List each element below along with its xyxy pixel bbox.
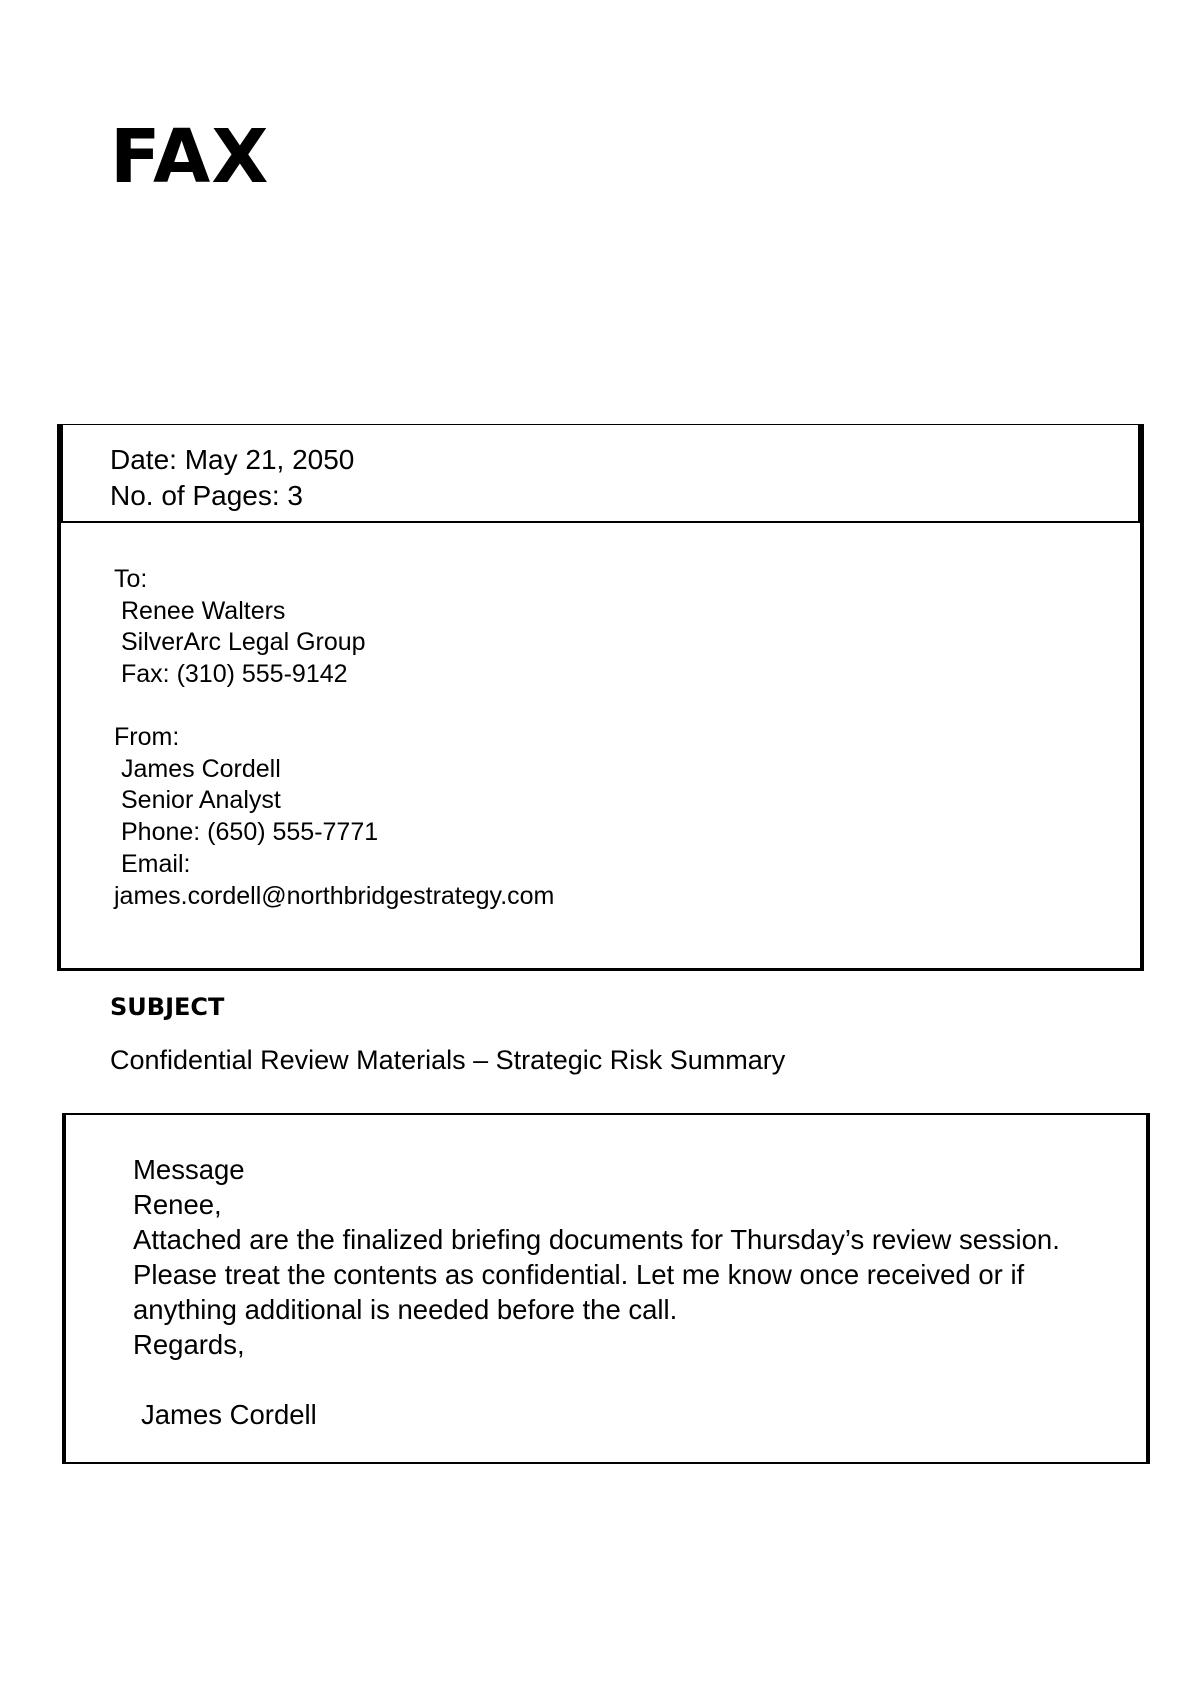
sender-name: James Cordell: [121, 754, 281, 783]
message-line: anything additional is needed before the call.: [133, 1294, 678, 1325]
message-line: Please treat the contents as confidential. Let me know once received or if: [133, 1259, 1025, 1290]
sender-email: james.cordell@northbridgestrategy.com: [114, 881, 555, 910]
recipient-block: [114, 564, 366, 691]
message-closing: Regards,: [133, 1329, 245, 1360]
message-body: [133, 1152, 1143, 1432]
message-signature: James Cordell: [141, 1399, 317, 1430]
message-heading: Message: [133, 1154, 245, 1185]
page-count: No. of Pages: 3: [110, 480, 304, 511]
document-title: FAX: [110, 114, 270, 200]
recipient-company: SilverArc Legal Group: [121, 628, 366, 657]
message-line: Attached are the finalized briefing documents for Thursday’s review session.: [133, 1224, 1060, 1255]
fax-header-box: [57, 424, 1144, 523]
subject-heading: SUBJECT: [110, 993, 225, 1021]
recipient-fax: Fax: (310) 555-9142: [121, 660, 348, 689]
sender-email-label: Email:: [121, 849, 191, 878]
sender-block: [114, 722, 554, 912]
sender-recipient-box: [57, 523, 1144, 971]
fax-date: Date: May 21, 2050: [110, 444, 355, 475]
subject-text: Confidential Review Materials – Strategic Risk Summary: [110, 1045, 786, 1075]
sender-label: From:: [114, 723, 180, 751]
sender-title: Senior Analyst: [121, 786, 281, 815]
message-box: [62, 1113, 1150, 1464]
recipient-name: Renee Walters: [121, 596, 286, 625]
sender-phone: Phone: (650) 555-7771: [121, 818, 379, 847]
recipient-label: To:: [114, 565, 148, 593]
message-greeting: Renee,: [133, 1189, 222, 1220]
